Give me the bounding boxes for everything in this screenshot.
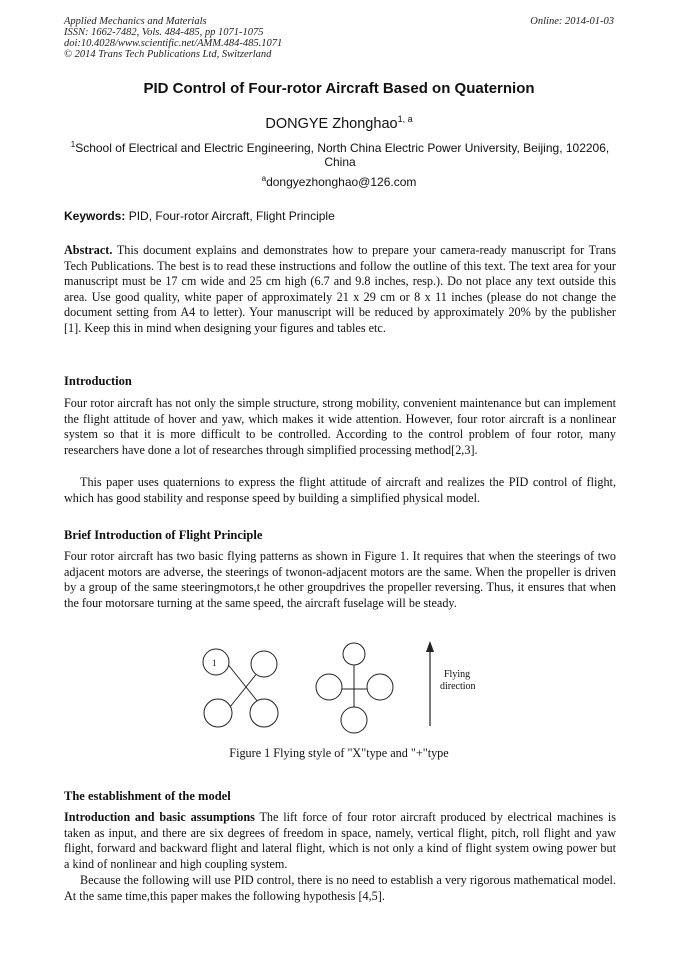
introduction-paragraph-2: This paper uses quaternions to express the flight attitude of aircraft and realizes the PID control of flight, which has good stability and response speed by building a simplified physical model. (64, 475, 616, 505)
introduction-paragraph-1: Four rotor aircraft has not only the simple structure, strong mobility, convenient maintenance but can implement the flight attitude of hover and yaw, which makes it wide attention. However, four rotor aircraft is a nonlinear system so that it is more difficult to be controlled. According to the control problem of four rotor, many researchers have done a lot of researches through simplified processing method[2,3]. (64, 396, 616, 457)
author-email (0, 174, 678, 189)
issn-line: ISSN: 1662-7482, Vols. 484-485, pp 1071-1075 (64, 27, 264, 38)
author-sup: 1, a (397, 114, 413, 124)
model-paragraph-2: Because the following will use PID control, there is no need to establish a very rigorous mathematical model. At the same time,this paper makes the following hypothesis [4,5]. (64, 873, 616, 903)
x-rotor-4 (250, 699, 278, 727)
email-text: dongyezhonghao@126.com (266, 175, 417, 189)
introduction-heading: Introduction (64, 374, 132, 388)
online-date: Online: 2014-01-03 (530, 16, 614, 27)
plus-rotor-bottom (341, 707, 367, 733)
plus-rotor-right (367, 674, 393, 700)
abstract-label: Abstract. (64, 243, 113, 257)
plus-rotor-top (343, 643, 365, 665)
direction-arrow (426, 641, 434, 726)
plus-rotor-left (316, 674, 342, 700)
affiliation-sup: 1 (70, 140, 76, 149)
email-sup: a (261, 174, 267, 183)
flying-direction-label-1: Flying (444, 669, 471, 680)
model-paragraph-1 (64, 810, 616, 872)
plus-type-diagram (316, 643, 393, 733)
paper-title: PID Control of Four-rotor Aircraft Based on Quaternion (143, 80, 535, 97)
keywords-label: Keywords: (64, 209, 126, 223)
x-rotor-3 (204, 699, 232, 727)
model-paragraph-1-text: The lift force of four rotor aircraft produced by electrical machines is taken as input, and there are six degrees of freedom in space, namely, vertical flight, pitch, roll flight and yaw flight, forward and backward flight and lateral flight, which is not only a kind of flight system owing power but a kind of nonlinear and high coupling system. (64, 810, 616, 871)
figure-caption: Figure 1 Flying style of "X"type and "+"type (229, 746, 449, 760)
model-subheading: Introduction and basic assumptions (64, 810, 255, 824)
x-rotor-2 (251, 651, 277, 677)
copyright-line: © 2014 Trans Tech Publications Ltd, Switzerland (64, 49, 272, 60)
doi-line: doi:10.4028/www.scientific.net/AMM.484-485.1071 (64, 38, 283, 49)
abstract-text: This document explains and demonstrates how to prepare your camera-ready manuscript for Trans Tech Publications. The best is to read these instructions and follow the outline of this text. The text area for your manuscript must be 17 cm wide and 25 cm high (6.7 and 9.8 inches, resp.). Do not place any text outside this area. Use good quality, white paper of approximately 21 x 29 cm or 8 x 11 inches (please do not change the document setting from A4 to letter). Your manuscript will be reduced by approximately 20% by the publisher [1]. Keep this in mind when designing your figures and tables etc. (64, 243, 616, 335)
flight-principle-heading: Brief Introduction of Flight Principle (64, 528, 263, 542)
flying-direction-label-2: direction (440, 681, 476, 692)
keywords (64, 209, 616, 223)
keywords-text: PID, Four-rotor Aircraft, Flight Principle (125, 209, 335, 223)
journal-name: Applied Mechanics and Materials (64, 16, 207, 27)
figure-1 (196, 640, 482, 740)
author-name: DONGYE Zhonghao (265, 115, 398, 132)
rotor-number-label: 1 (212, 658, 217, 668)
author-line (0, 114, 678, 132)
flight-principle-paragraph: Four rotor aircraft has two basic flying patterns as shown in Figure 1. It requires that when the steerings of two adjacent motors are adverse, the steerings of twonon-adjacent motors are the same. When the propeller is driven by a group of the same steeringmotors,t he other groupdrives the propeller reversing. Thus, it ensures that when the four motorsare turning at the same speed, the aircraft fuselage will be steady. (64, 549, 616, 610)
abstract (64, 243, 616, 337)
affiliation (70, 138, 610, 169)
model-heading: The establishment of the model (64, 789, 231, 803)
affiliation-text: School of Electrical and Electric Engineering, North China Electric Power University, Beijing, 102206, China (75, 141, 610, 169)
